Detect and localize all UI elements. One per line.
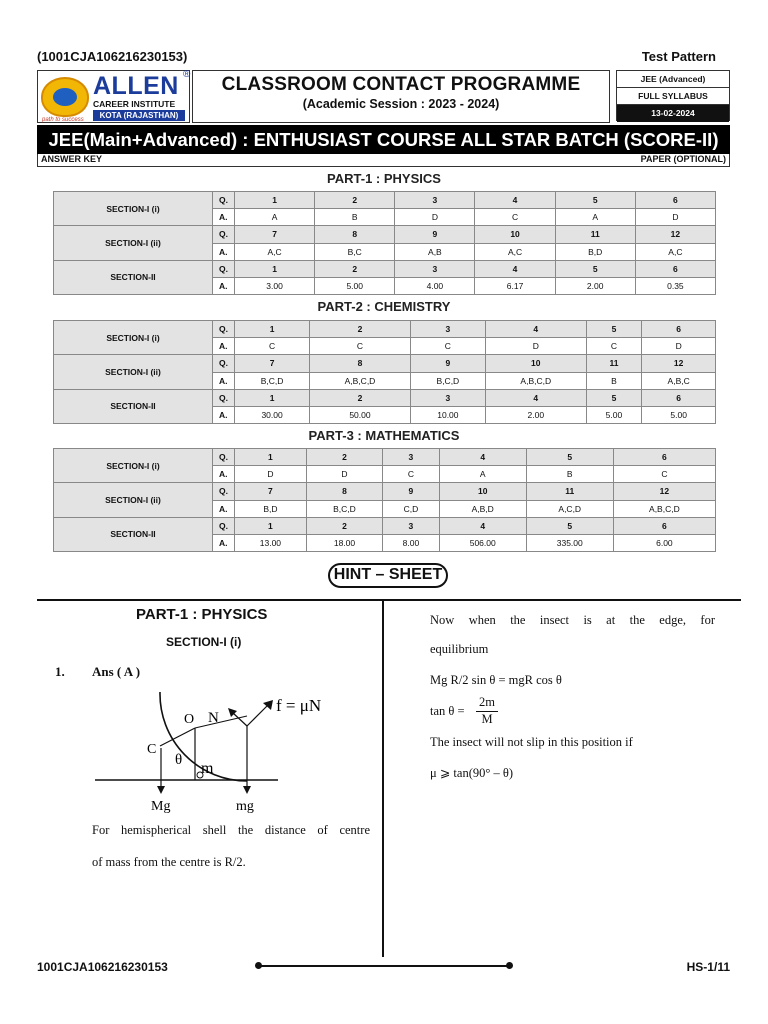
- question-row: [54, 321, 716, 338]
- answer-key-row: [37, 154, 730, 167]
- question-number-cell: 3: [395, 192, 475, 209]
- answer-cell: A,C: [635, 243, 715, 260]
- syllabus: FULL SYLLABUS: [617, 88, 729, 105]
- logo-registered: ®: [183, 69, 191, 80]
- answer-cell: 8.00: [383, 534, 440, 551]
- question-number-cell: 1: [235, 449, 307, 466]
- answer-cell: A,B: [395, 243, 475, 260]
- course-banner: JEE(Main+Advanced) : ENTHUSIAST COURSE ALL STAR BATCH (SCORE-II): [37, 125, 730, 154]
- question-number-cell: 11: [555, 226, 635, 243]
- footer-line: [258, 965, 510, 967]
- exam-type: JEE (Advanced): [617, 71, 729, 88]
- answer-cell: A,C: [475, 243, 555, 260]
- programme-box: [192, 70, 610, 123]
- part-title: PART-1 : PHYSICS: [327, 171, 441, 186]
- exam-meta-box: [616, 70, 730, 121]
- question-number-cell: 2: [306, 449, 382, 466]
- answer-cell: A,B,C: [642, 372, 716, 389]
- answer-cell: A,B,C,D: [613, 500, 715, 517]
- question-number-cell: 10: [485, 355, 586, 372]
- answer-table: [53, 320, 716, 424]
- question-number-cell: 10: [475, 226, 555, 243]
- q-label: Q.: [213, 517, 235, 534]
- section-label: SECTION-I (i): [54, 321, 213, 355]
- answer-cell: A: [555, 209, 635, 226]
- hint-divider-horizontal: [37, 599, 741, 601]
- logo-tagline: path to success: [42, 117, 84, 123]
- answer-key-label: ANSWER KEY: [41, 154, 103, 164]
- question-number-cell: 4: [475, 260, 555, 277]
- section-label: SECTION-I (ii): [54, 226, 213, 260]
- question-number-cell: 7: [235, 355, 310, 372]
- hint-answer: Ans ( A ): [92, 664, 141, 679]
- question-number-cell: 5: [555, 260, 635, 277]
- answer-cell: A,B,D: [439, 500, 526, 517]
- part-title: PART-2 : CHEMISTRY: [317, 299, 451, 314]
- a-label: A.: [213, 534, 235, 551]
- question-number-cell: 6: [635, 192, 715, 209]
- answer-cell: 50.00: [310, 406, 411, 423]
- question-number-cell: 6: [642, 389, 716, 406]
- question-number-cell: 9: [383, 483, 440, 500]
- answer-cell: 5.00: [586, 406, 642, 423]
- exam-date: 13-02-2024: [617, 105, 729, 122]
- a-label: A.: [213, 372, 235, 389]
- question-number-cell: 4: [439, 449, 526, 466]
- question-number-cell: 5: [526, 517, 613, 534]
- a-label: A.: [213, 338, 235, 355]
- question-number-cell: 2: [306, 517, 382, 534]
- section-label: SECTION-I (i): [54, 192, 213, 226]
- label-f: f = μN: [276, 696, 322, 715]
- paper-code: (1001CJA106216230153): [37, 49, 188, 64]
- answer-cell: 4.00: [395, 277, 475, 294]
- question-number-cell: 5: [555, 192, 635, 209]
- question-number-cell: 8: [315, 226, 395, 243]
- label-m: m: [201, 760, 214, 777]
- question-number-cell: 6: [613, 517, 715, 534]
- question-number-cell: 3: [410, 389, 485, 406]
- a-label: A.: [213, 500, 235, 517]
- paper-label: PAPER (OPTIONAL): [640, 154, 726, 164]
- question-number-cell: 5: [526, 449, 613, 466]
- question-row: [54, 355, 716, 372]
- answer-table: [53, 191, 716, 295]
- question-number-cell: 2: [315, 192, 395, 209]
- q-label: Q.: [213, 483, 235, 500]
- answer-cell: B,C: [315, 243, 395, 260]
- answer-cell: 2.00: [555, 277, 635, 294]
- question-row: [54, 449, 716, 466]
- label-small-mg: mg: [236, 799, 254, 814]
- answer-cell: D: [635, 209, 715, 226]
- answer-cell: 0.35: [635, 277, 715, 294]
- answer-cell: A,B,C,D: [310, 372, 411, 389]
- question-number-cell: 9: [410, 355, 485, 372]
- answer-cell: 2.00: [485, 406, 586, 423]
- answer-cell: 335.00: [526, 534, 613, 551]
- hint-right-condition: μ ⩾ tan(90° – θ): [430, 766, 514, 780]
- q-label: Q.: [213, 355, 235, 372]
- small-mg-arrow-icon: [243, 786, 251, 794]
- label-o: O: [184, 712, 195, 727]
- hint-right-fraction: [476, 695, 498, 727]
- label-c: C: [147, 742, 157, 757]
- question-number-cell: 7: [235, 483, 307, 500]
- q-label: Q.: [213, 449, 235, 466]
- section-label: SECTION-II: [54, 517, 213, 551]
- hint-part-title: PART-1 : PHYSICS: [136, 606, 268, 623]
- hint-section-title: SECTION-I (i): [166, 635, 242, 649]
- hint-right-line-5: The insect will not slip in this position if: [430, 735, 633, 749]
- answer-cell: 5.00: [315, 277, 395, 294]
- q-label: Q.: [213, 260, 235, 277]
- answer-cell: 5.00: [642, 406, 716, 423]
- answer-cell: B,D: [555, 243, 635, 260]
- answer-cell: A,B,C,D: [485, 372, 586, 389]
- question-number-cell: 12: [642, 355, 716, 372]
- section-label: SECTION-II: [54, 260, 213, 294]
- answer-cell: D: [642, 338, 716, 355]
- a-label: A.: [213, 277, 235, 294]
- question-number-cell: 5: [586, 321, 642, 338]
- question-number-cell: 4: [485, 389, 586, 406]
- q-label: Q.: [213, 192, 235, 209]
- answer-cell: D: [485, 338, 586, 355]
- academic-session: (Academic Session : 2023 - 2024): [302, 97, 500, 111]
- answer-cell: B,C,D: [235, 372, 310, 389]
- question-number-cell: 6: [642, 321, 716, 338]
- question-number-cell: 1: [235, 321, 310, 338]
- answer-cell: D: [306, 466, 382, 483]
- hint-sheet-badge: [328, 563, 448, 588]
- question-number-cell: 6: [635, 260, 715, 277]
- answer-cell: D: [235, 466, 307, 483]
- mg-arrow-icon: [157, 786, 165, 794]
- hint-text-line-2: of mass from the centre is R/2.: [92, 855, 246, 869]
- question-number-cell: 4: [485, 321, 586, 338]
- question-number-cell: 1: [235, 389, 310, 406]
- question-number-cell: 6: [613, 449, 715, 466]
- logo-emblem-icon: [41, 77, 89, 117]
- question-row: [54, 389, 716, 406]
- chord-line: [195, 716, 247, 728]
- q-label: Q.: [213, 321, 235, 338]
- question-number-cell: 12: [635, 226, 715, 243]
- q-label: Q.: [213, 389, 235, 406]
- label-n: N: [208, 710, 219, 726]
- answer-cell: B: [586, 372, 642, 389]
- question-number-cell: 3: [383, 517, 440, 534]
- logo-location: KOTA (RAJASTHAN): [93, 110, 185, 121]
- answer-cell: D: [395, 209, 475, 226]
- question-number-cell: 1: [235, 517, 307, 534]
- question-number-cell: 7: [235, 226, 315, 243]
- answer-cell: B: [526, 466, 613, 483]
- footer-page-number: HS-1/11: [686, 960, 730, 974]
- logo-subtitle: CAREER INSTITUTE: [93, 99, 176, 109]
- section-label: SECTION-I (ii): [54, 483, 213, 517]
- answer-cell: A: [439, 466, 526, 483]
- friction-arrow-line: [247, 705, 268, 726]
- a-label: A.: [213, 466, 235, 483]
- fraction-numerator: 2m: [476, 695, 498, 712]
- question-number-cell: 2: [315, 260, 395, 277]
- answer-table: [53, 448, 716, 552]
- answer-cell: 10.00: [410, 406, 485, 423]
- question-number-cell: 8: [310, 355, 411, 372]
- question-number-cell: 8: [306, 483, 382, 500]
- answer-cell: 506.00: [439, 534, 526, 551]
- answer-cell: C: [310, 338, 411, 355]
- hint-text-line-1: For hemispherical shell the distance of centre: [92, 823, 370, 837]
- a-label: A.: [213, 209, 235, 226]
- q-label: Q.: [213, 226, 235, 243]
- answer-cell: 6.17: [475, 277, 555, 294]
- footer-code: 1001CJA106216230153: [37, 960, 168, 974]
- question-row: [54, 260, 716, 277]
- footer-dot-right: [506, 962, 513, 969]
- hint-sheet-title: HINT – SHEET: [333, 566, 443, 583]
- programme-title: CLASSROOM CONTACT PROGRAMME: [221, 74, 581, 95]
- question-number-cell: 12: [613, 483, 715, 500]
- section-label: SECTION-II: [54, 389, 213, 423]
- hemisphere-diagram: [90, 686, 350, 816]
- answer-cell: C: [613, 466, 715, 483]
- answer-cell: A,C,D: [526, 500, 613, 517]
- answer-cell: A,C: [235, 243, 315, 260]
- section-label: SECTION-I (ii): [54, 355, 213, 389]
- answer-cell: C: [475, 209, 555, 226]
- a-label: A.: [213, 243, 235, 260]
- question-number-cell: 2: [310, 389, 411, 406]
- radius-line: [160, 728, 195, 746]
- answer-cell: B,C,D: [410, 372, 485, 389]
- answer-cell: C: [410, 338, 485, 355]
- answer-cell: C: [586, 338, 642, 355]
- question-number-cell: 3: [395, 260, 475, 277]
- answer-cell: A: [235, 209, 315, 226]
- hint-right-equation-1: Mg R/2 sin θ = mgR cos θ: [430, 673, 562, 687]
- answer-cell: 3.00: [235, 277, 315, 294]
- question-number-cell: 1: [235, 192, 315, 209]
- question-number-cell: 11: [586, 355, 642, 372]
- question-number-cell: 5: [586, 389, 642, 406]
- hint-right-line-1: Now when the insect is at the edge, for: [430, 613, 715, 627]
- question-number-cell: 4: [439, 517, 526, 534]
- hint-right-line-2: equilibrium: [430, 642, 489, 656]
- a-label: A.: [213, 406, 235, 423]
- answer-cell: C: [235, 338, 310, 355]
- answer-cell: C,D: [383, 500, 440, 517]
- question-number-cell: 4: [475, 192, 555, 209]
- question-number-cell: 9: [395, 226, 475, 243]
- label-big-mg: Mg: [151, 799, 171, 814]
- answer-cell: 30.00: [235, 406, 310, 423]
- label-theta: θ: [175, 752, 183, 768]
- question-number-cell: 11: [526, 483, 613, 500]
- answer-cell: B,C,D: [306, 500, 382, 517]
- answer-cell: B,D: [235, 500, 307, 517]
- answer-cell: B: [315, 209, 395, 226]
- answer-cell: 18.00: [306, 534, 382, 551]
- question-row: [54, 483, 716, 500]
- question-number-cell: 1: [235, 260, 315, 277]
- test-pattern-label: Test Pattern: [641, 49, 716, 64]
- hint-divider-vertical: [382, 600, 384, 957]
- normal-arrow-line: [233, 713, 247, 726]
- answer-cell: C: [383, 466, 440, 483]
- section-label: SECTION-I (i): [54, 449, 213, 483]
- answer-cell: 13.00: [235, 534, 307, 551]
- question-number-cell: 10: [439, 483, 526, 500]
- question-row: [54, 517, 716, 534]
- part-title: PART-3 : MATHEMATICS: [308, 428, 460, 443]
- question-row: [54, 226, 716, 243]
- logo-word: ALLEN: [93, 72, 179, 100]
- hint-right-tan-prefix: tan θ =: [430, 704, 465, 718]
- question-row: [54, 192, 716, 209]
- fraction-denominator: M: [481, 712, 493, 726]
- question-number-cell: 3: [383, 449, 440, 466]
- hint-question-number: 1.: [55, 664, 65, 679]
- allen-logo: [37, 70, 190, 123]
- question-number-cell: 2: [310, 321, 411, 338]
- question-number-cell: 3: [410, 321, 485, 338]
- answer-cell: 6.00: [613, 534, 715, 551]
